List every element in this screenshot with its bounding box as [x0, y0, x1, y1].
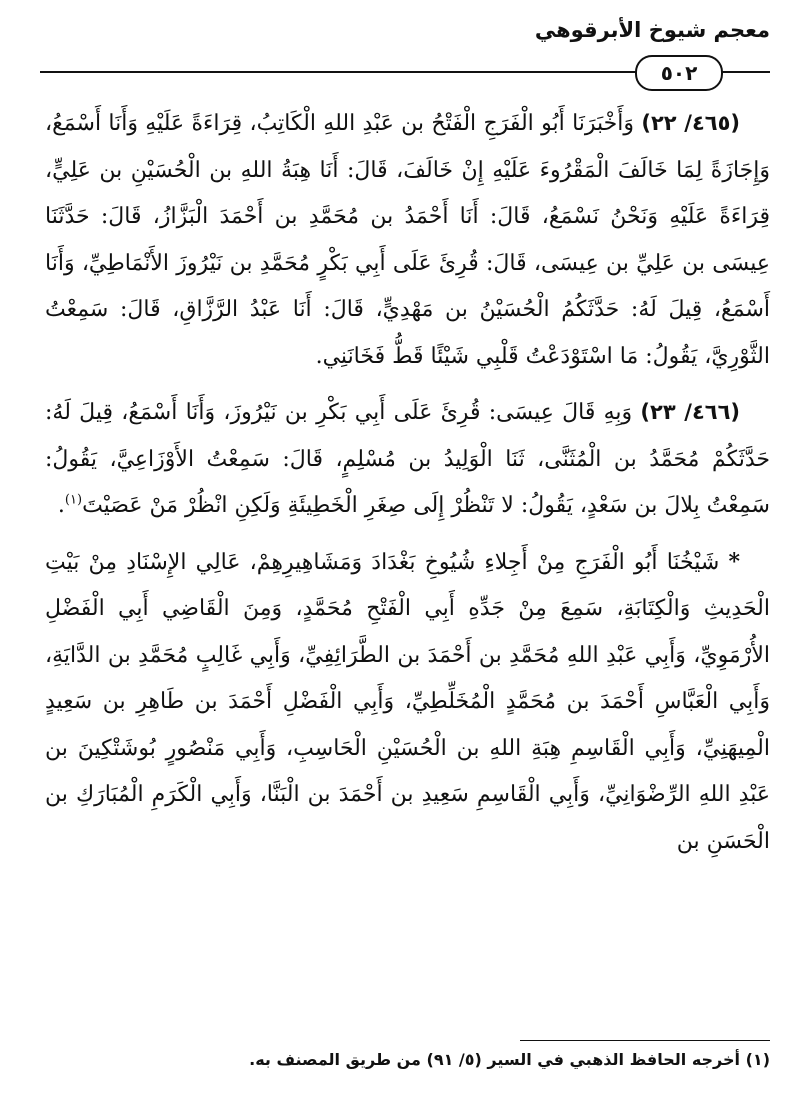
- sentence-end: .: [57, 493, 65, 518]
- hadith-number: (٤٦٦/ ٢٣): [640, 400, 740, 424]
- star-marker: *: [728, 548, 740, 575]
- hadith-paragraph-466: [45, 389, 770, 530]
- hadith-text: وَبِهِ قَالَ عِيسَى: قُرِئَ عَلَى أَبِي بَكْرِ بن نَيْرُوزَ، وَأَنَا أَسْمَعُ، قِيلَ لَهُ: حَدَّثَكُمْ مُحَمَّدُ بن الْمُثَنَّى، ثَنَا الْوَلِيدُ بن مُسْلِمٍ، قَالَ: سَمِعْتُ الأَوْزَاعِيَّ، يَقُولُ: سَمِعْتُ بِلالَ بن سَعْدٍ، يَقُولُ: لا تَنْظُرْ إِلَى صِغَرِ الْخَطِيئَةِ وَلَكِنِ انْظُرْ مَنْ عَصَيْتَ: [45, 400, 770, 518]
- main-text: [45, 100, 770, 874]
- biography-text: شَيْخُنَا أَبُو الْفَرَجِ مِنْ أَجِلاءِ شُيُوخِ بَغْدَادَ وَمَشَاهِيرِهِمْ، عَالِي الإِسْنَادِ مِنْ بَيْتِ الْحَدِيثِ وَالْكِتَابَةِ، سَمِعَ مِنْ جَدِّهِ أَبِي الْفَتْحِ مُحَمَّدٍ، وَمِنَ الْقَاضِي أَبِي الْفَضْلِ الأُرْمَوِيِّ، وَأَبِي عَبْدِ اللهِ مُحَمَّدِ بن أَحْمَدَ بن الطَّرَائِفِيِّ، وَأَبِي غَالِبٍ مُحَمَّدِ بن الدَّايَةِ، وَأَبِي الْعَبَّاسِ أَحْمَدَ بن مُحَمَّدٍ الْمُخَلِّطِيِّ، وَأَبِي الْفَضْلِ أَحْمَدَ بن طَاهِرِ بن سَعِيدٍ الْمِيهَنِيِّ، وَأَبِي الْقَاسِمِ هِبَةِ اللهِ بن الْحُسَيْنِ الْحَاسِبِ، وَأَبِي مَنْصُورٍ بُوشَتْكِينَ بن عَبْدِ اللهِ الرِّضْوَانِيِّ، وَأَبِي الْقَاسِمِ سَعِيدِ بن أَحْمَدَ بن الْبَنَّا، وَأَبِي الْكَرَمِ الْمُبَارَكِ بن الْحَسَنِ بن: [45, 549, 770, 854]
- footnote-reference: (١): [64, 492, 83, 508]
- hadith-text: وَأَخْبَرَنَا أَبُو الْفَرَجِ الْفَتْحُ بن عَبْدِ اللهِ الْكَاتِبُ، قِرَاءَةً عَلَيْهِ وَأَنَا أَسْمَعُ، وَإِجَازَةً لِمَا خَالَفَ الْمَقْرُوءَ عَلَيْهِ إِنْ خَالَفَ، قَالَ: أَنَا هِبَةُ اللهِ بن الْحُسَيْنِ بن عَلِيٍّ، قِرَاءَةً عَلَيْهِ وَنَحْنُ نَسْمَعُ، قَالَ: أَنَا أَحْمَدُ بن مُحَمَّدِ بن أَحْمَدَ الْبَزَّازُ، قَالَ: حَدَّثَنَا عِيسَى بن عَلِيِّ بن عِيسَى، قَالَ: قُرِئَ عَلَى أَبِي بَكْرٍ مُحَمَّدِ بن نَيْرُوزَ الأَنْمَاطِيِّ، وَأَنَا أَسْمَعُ، قِيلَ لَهُ: حَدَّثَكُمُ الْحُسَيْنُ بن مَهْدِيٍّ، قَالَ: أَنَا عَبْدُ الرَّزَّاقِ، قَالَ: سَمِعْتُ الثَّوْرِيَّ، يَقُولُ: مَا اسْتَوْدَعْتُ قَلْبِي شَيْئًا قَطُّ فَخَانَنِي.: [45, 111, 770, 369]
- hadith-number: (٤٦٥/ ٢٢): [641, 111, 740, 135]
- page-number: ٥٠٢: [635, 55, 723, 91]
- biography-paragraph: [45, 539, 770, 866]
- footnote-text: أخرجه الحافظ الذهبي في السير (٥/ ٩١) من طريق المصنف به.: [249, 1050, 741, 1069]
- running-header-title: معجم شيوخ الأبرقوهي: [534, 18, 770, 42]
- footnote-rule: [520, 1040, 770, 1041]
- footnote: [180, 1050, 770, 1069]
- hadith-paragraph-465: [45, 100, 770, 380]
- footnote-marker: (١): [745, 1050, 770, 1069]
